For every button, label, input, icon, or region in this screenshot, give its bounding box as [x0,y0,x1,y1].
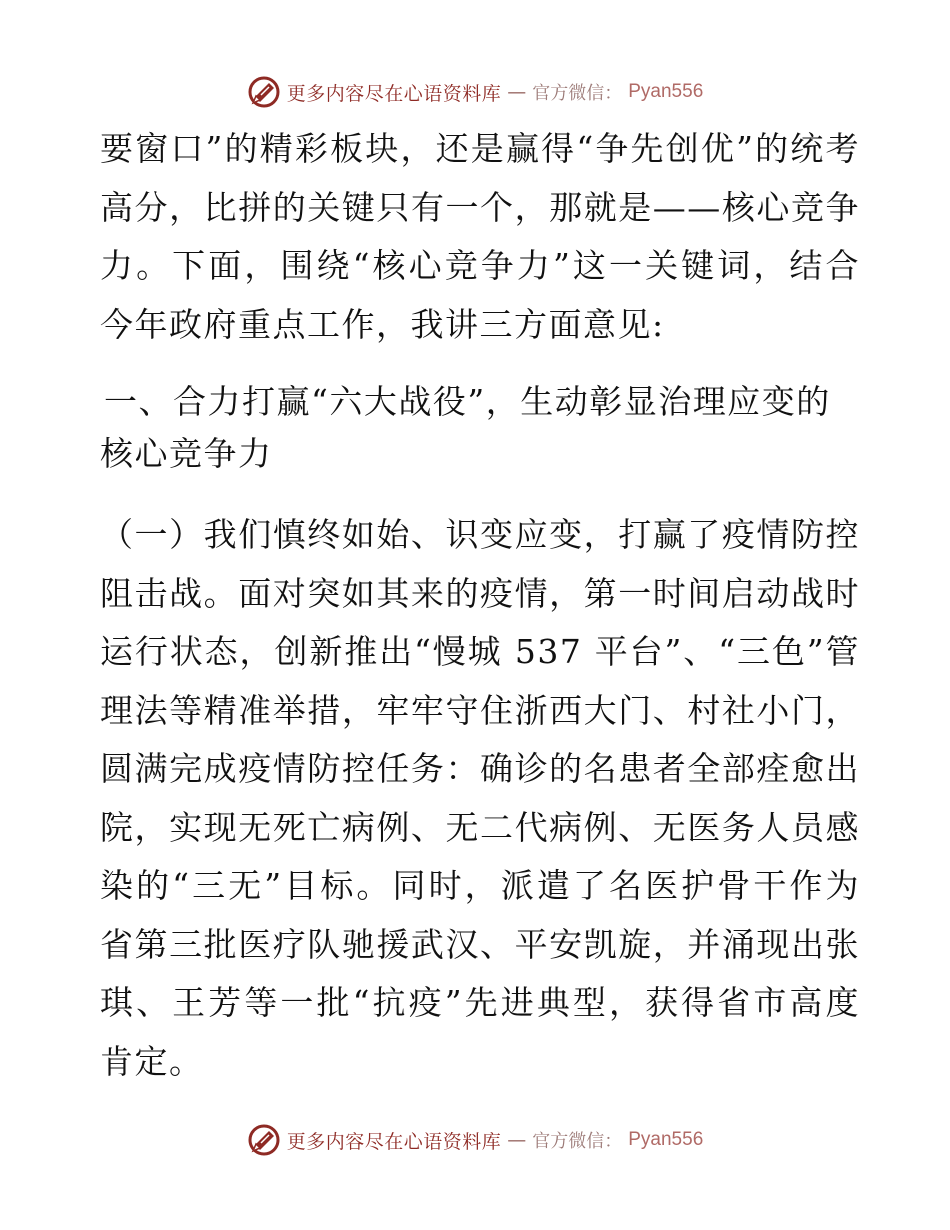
pen-nib-logo-icon [247,75,281,109]
intro-paragraph: 要窗口”的精彩板块，还是赢得“争先创优”的统考高分，比拼的关键只有一个，那就是——核心竞争力。下面，围绕“核心竞争力”这一关键词，结合今年政府重点工作，我讲三方面意见: [100,129,860,344]
footer-banner [0,1118,950,1162]
section-body-paragraph: （一）我们慎终如始、识变应变，打赢了疫情防控阻击战。面对突如其来的疫情，第一时间启动战时运行状态，创新推出“慢城 537 平台”、“三色”管理法等精准举措，牢牢守住浙西大门、村社小门，圆满完成疫情防控任务：确诊的名患者全部痊愈出院，实现无死亡病例、无二代病例、无医务人员感染的“三无”目标。同时，派遣了名医护骨干作为省第三批医疗队驰援武汉、平安凯旋，并涌现出张琪、王芳等一批“抗疫”先进典型，获得省市高度肯定。 [100,515,860,1081]
banner-separator: — [507,81,527,103]
banner-wechat-handle: Pyan556 [628,81,704,102]
banner-separator: — [507,1129,527,1151]
header-banner [0,70,950,114]
pen-nib-logo-icon [247,1123,281,1157]
banner-wechat-label: 官方微信： [532,1131,623,1152]
banner-brand-text: 更多内容尽在心语资料库 [286,82,502,105]
document-body [100,120,860,1091]
banner-brand-text: 更多内容尽在心语资料库 [286,1130,502,1153]
banner-wechat-handle: Pyan556 [628,1129,704,1150]
banner-wechat-label: 官方微信： [532,83,623,104]
section-heading: 一、合力打赢“六大战役”，生动彰显治理应变的核心竞争力 [100,382,831,473]
